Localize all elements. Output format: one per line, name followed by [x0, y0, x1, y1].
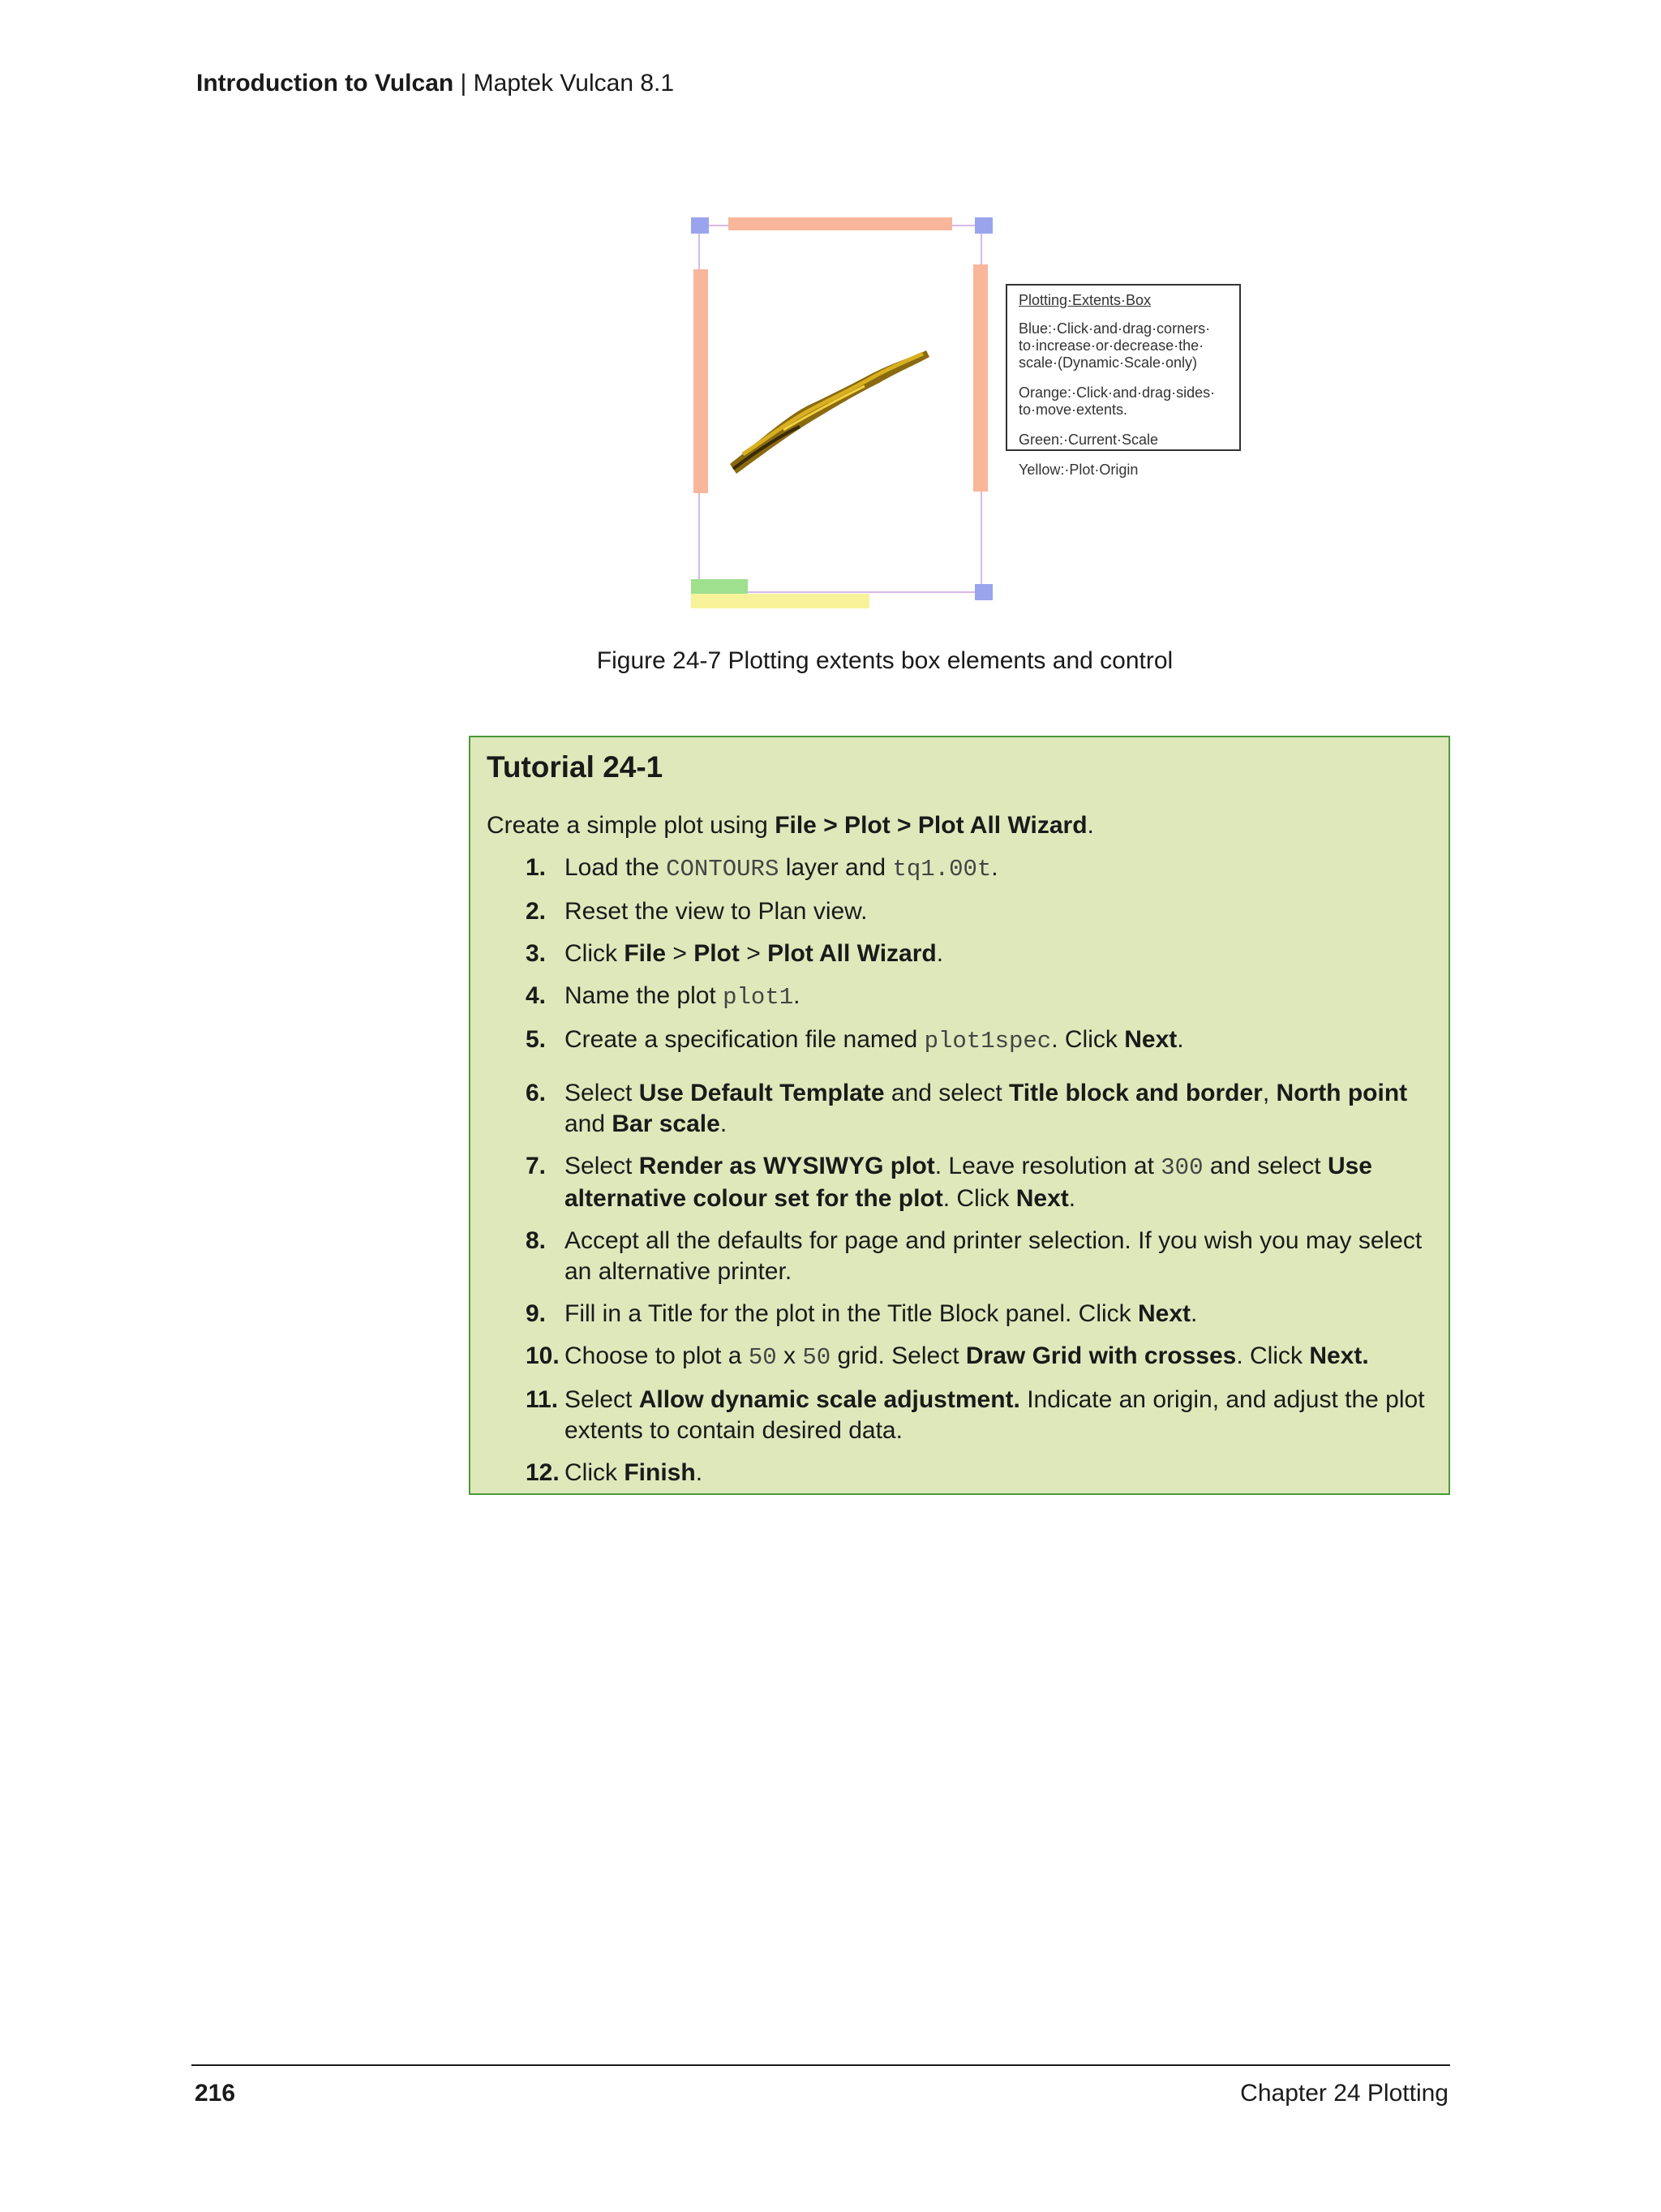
orange-left-handle[interactable]: [693, 269, 708, 493]
ui-term: Finish: [624, 1459, 696, 1486]
step-text: [564, 1299, 1434, 1329]
step-text-run: .: [1068, 1185, 1076, 1212]
ui-term: Title block and border: [1009, 1080, 1263, 1106]
intro-text: Create a simple plot using: [487, 812, 775, 839]
step-text-run: . Click: [1236, 1342, 1310, 1369]
tutorial-step: [526, 1226, 1434, 1287]
step-text-run: >: [666, 940, 694, 967]
tutorial-step: [526, 1341, 1434, 1373]
legend-green: Green:·Current·Scale: [1019, 432, 1159, 448]
orange-top-handle[interactable]: [728, 217, 952, 230]
tutorial-step: [526, 1078, 1434, 1140]
figure-caption: [0, 647, 1661, 675]
legend-box: [1006, 284, 1241, 478]
tutorial-box: [469, 736, 1450, 1495]
step-text: [564, 1024, 1434, 1057]
ui-term: North point: [1276, 1080, 1408, 1106]
orange-right-handle[interactable]: [973, 264, 988, 492]
step-text: [564, 1078, 1434, 1140]
legend-orange: Orange:·Click·and·drag·sides· to·move·extents.: [1019, 384, 1216, 418]
header-title: Introduction to Vulcan: [196, 70, 454, 97]
tutorial-steps-list: [526, 853, 1434, 1488]
running-header: [196, 70, 674, 97]
tutorial-intro: [487, 812, 1094, 840]
step-text-run: Accept all the defaults for page and printer selection. If you wish you may select an alternative printer.: [564, 1227, 1423, 1285]
step-text: [564, 1385, 1434, 1446]
step-text-run: and: [564, 1110, 612, 1137]
tutorial-step: [526, 981, 1434, 1013]
code-literal: CONTOURS: [666, 856, 779, 883]
chapter-label: Chapter 24 Plotting: [1240, 2080, 1449, 2107]
step-text-run: Click: [564, 1459, 624, 1486]
step-text: [564, 1226, 1434, 1287]
step-number: 10.: [526, 1342, 560, 1369]
step-text-run: Load the: [564, 854, 667, 881]
step-text-run: Reset the view to Plan view.: [564, 898, 868, 925]
step-text-run: x: [776, 1342, 803, 1369]
ui-term: Render as WYSIWYG plot: [638, 1153, 935, 1179]
step-text: [564, 1341, 1434, 1373]
blue-corner-top-left[interactable]: [691, 217, 709, 234]
legend-title: Plotting·Extents·Box: [1019, 292, 1152, 308]
step-text-run: Choose to plot a: [564, 1342, 749, 1369]
step-text-run: Name the plot: [564, 982, 723, 1009]
header-separator: |: [453, 70, 474, 97]
step-text-run: . Click: [1051, 1026, 1125, 1053]
step-text: [564, 938, 1434, 969]
ui-term: Next: [1015, 1185, 1069, 1212]
tutorial-step: [526, 938, 1434, 969]
tutorial-step: [526, 853, 1434, 885]
step-number: 8.: [526, 1227, 547, 1254]
step-text-run: . Leave resolution at: [934, 1153, 1161, 1179]
tutorial-step: [526, 1151, 1434, 1214]
step-text: [564, 1458, 1434, 1488]
code-literal: 50: [802, 1344, 831, 1371]
ui-term: Draw Grid with crosses: [965, 1342, 1237, 1369]
step-number: 4.: [526, 982, 547, 1009]
intro-menu-path: File > Plot > Plot All Wizard: [775, 812, 1088, 839]
intro-end: .: [1087, 812, 1094, 839]
step-text-run: Indicate an origin, and adjust the plot extents to contain desired data.: [564, 1386, 1425, 1444]
step-text-run: Fill in a Title for the plot in the Title Block panel. Click: [564, 1300, 1138, 1327]
code-literal: plot1spec: [924, 1028, 1052, 1054]
ui-term: Use Default Template: [638, 1080, 885, 1106]
step-text-run: Click: [564, 940, 624, 967]
step-text-run: .: [936, 940, 944, 967]
tutorial-step: [526, 1024, 1434, 1057]
ui-term: Plot: [693, 940, 740, 967]
step-text-run: . Click: [942, 1185, 1016, 1212]
blue-corner-top-right[interactable]: [975, 217, 993, 234]
ui-term: Next: [1137, 1300, 1191, 1327]
step-text-run: .: [793, 982, 800, 1009]
step-text-run: .: [719, 1110, 727, 1137]
step-text-run: grid. Select: [830, 1342, 966, 1369]
step-text-run: .: [1177, 1026, 1184, 1053]
step-number: 2.: [526, 898, 547, 925]
tutorial-step: [526, 1299, 1434, 1329]
code-literal: 300: [1161, 1154, 1204, 1181]
extents-frame: [699, 225, 981, 592]
tutorial-step: [526, 1458, 1434, 1488]
ui-term: Use alternative colour set for the plot: [564, 1153, 1372, 1212]
ui-term: Plot All Wizard: [767, 940, 937, 967]
step-number: 9.: [526, 1300, 547, 1327]
step-text: [564, 853, 1434, 885]
legend-yellow: Yellow:·Plot·Origin: [1019, 462, 1139, 478]
ui-term: File: [624, 940, 667, 967]
green-current-scale: [691, 579, 748, 594]
step-text: [564, 981, 1434, 1013]
step-number: 7.: [526, 1153, 547, 1179]
blue-corner-bottom-right[interactable]: [975, 584, 993, 600]
ui-term: Next.: [1309, 1342, 1369, 1369]
step-text-run: and select: [1203, 1153, 1328, 1179]
3d-object-model: [730, 350, 929, 474]
figure-caption-text: Figure 24-7 Plotting extents box elements and control: [596, 647, 1174, 674]
step-text-run: .: [695, 1459, 703, 1486]
step-text-run: >: [739, 940, 768, 967]
step-text-run: .: [991, 854, 998, 881]
plot-extents-figure: [686, 206, 1262, 636]
tutorial-step: [526, 896, 1434, 927]
yellow-plot-origin: [691, 594, 869, 608]
step-number: 5.: [526, 1026, 547, 1053]
ui-term: Next: [1124, 1026, 1178, 1053]
step-text-run: layer and: [779, 854, 893, 881]
step-number: 12.: [526, 1459, 560, 1486]
step-text-run: Select: [564, 1153, 639, 1179]
footer-divider: [191, 2064, 1450, 2066]
step-text-run: Create a specification file named: [564, 1026, 925, 1053]
step-text-run: Select: [564, 1386, 639, 1413]
step-number: 3.: [526, 940, 547, 967]
ui-term: Bar scale: [612, 1110, 720, 1137]
tutorial-step: [526, 1385, 1434, 1446]
code-literal: plot1: [723, 984, 794, 1011]
step-number: 6.: [526, 1080, 547, 1106]
step-text: [564, 1151, 1434, 1214]
step-text: [564, 896, 1434, 927]
step-number: 1.: [526, 854, 547, 881]
step-text-run: .: [1191, 1300, 1198, 1327]
tutorial-title: Tutorial 24-1: [487, 750, 663, 784]
ui-term: Allow dynamic scale adjustment.: [638, 1386, 1020, 1413]
code-literal: 50: [748, 1344, 777, 1371]
step-text-run: and select: [884, 1080, 1010, 1106]
code-literal: tq1.00t: [892, 856, 992, 883]
legend-blue: Blue:·Click·and·drag·corners· to·increase·or·decrease·the· scale·(Dynamic·Scale·only): [1019, 320, 1211, 371]
header-subtitle: Maptek Vulcan 8.1: [473, 70, 675, 97]
step-number: 11.: [526, 1386, 559, 1413]
step-text-run: Select: [564, 1080, 639, 1106]
page-number: 216: [195, 2080, 236, 2107]
step-text-run: ,: [1262, 1080, 1277, 1106]
